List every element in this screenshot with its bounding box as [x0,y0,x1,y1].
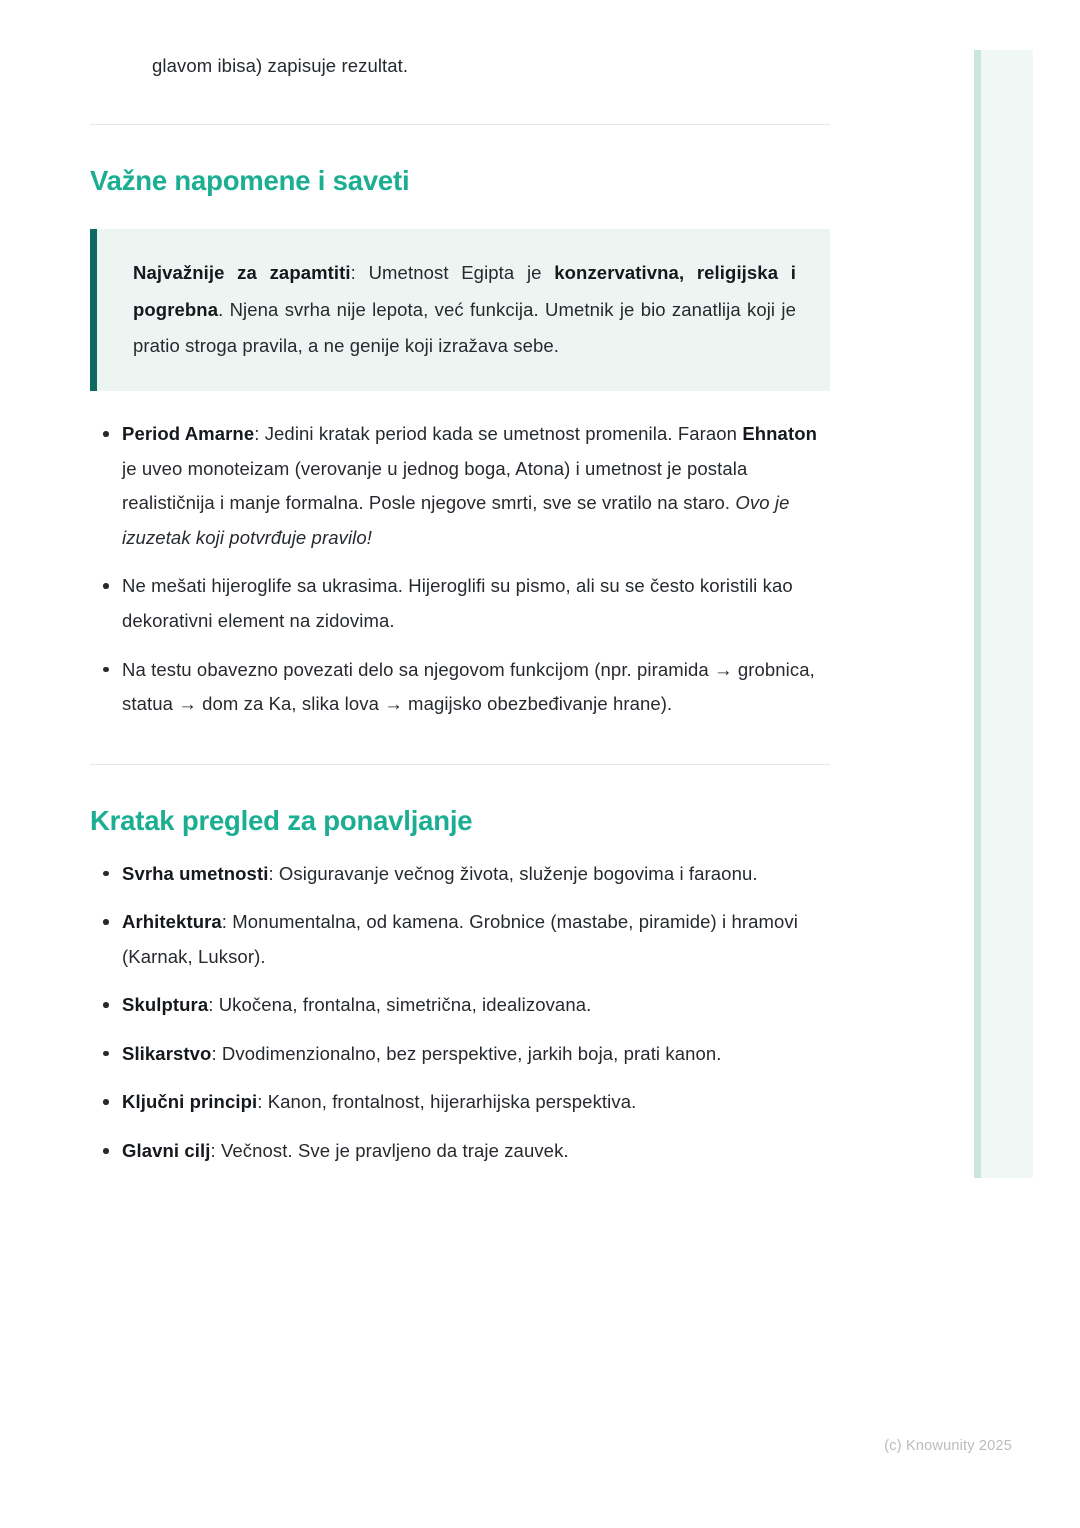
callout-lead-bold: Najvažnije za zapamtiti [133,262,351,284]
bullet-text: : Ukočena, frontalna, simetrična, idealizovana. [208,994,592,1016]
list-item [90,653,832,722]
bullet-text: Na testu obavezno povezati delo sa njegovom funkcijom (npr. piramida → grobnica, statua → dom za Ka, slika lova → magijsko obezbeđivanje hrane). [122,658,815,715]
section-divider-bottom [90,764,830,765]
decorative-side-panel [974,50,1033,1178]
bullet-text: : Jedini kratak period kada se umetnost promenila. Faraon [254,423,743,444]
important-callout [90,229,830,391]
list-item [90,905,832,974]
bullet-bold-lead: Svrha umetnosti [122,862,269,884]
section-heading-vazne-napomene: Važne napomene i saveti [90,165,410,197]
bullet-text: : Kanon, frontalnost, hijerarhijska perspektiva. [257,1091,637,1113]
bullet-bold-inline: Ehnaton [742,423,818,444]
bullet-bold-lead: Period Amarne [122,423,255,444]
callout-text [133,255,796,365]
bullet-italic-note: Ovo je izuzetak koji potvrđuje pravilo! [122,492,790,548]
list-item [90,1085,832,1120]
list-item [90,857,832,892]
bullet-bold-lead: Ključni principi [122,1091,258,1113]
callout-after-lead: : Umetnost Egipta je [350,262,555,284]
list-item [90,1134,832,1169]
list-item [90,988,832,1023]
section-heading-kratak-pregled: Kratak pregled za ponavljanje [90,804,473,836]
callout-rest: . Njena svrha nije lepota, već funkcija. Umetnik je bio zanatlija koji je pratio stroga pravila, a ne genije koji izražava sebe. [133,298,796,357]
continued-paragraph: glavom ibisa) zapisuje rezultat. [152,55,409,76]
list-item [90,1037,832,1072]
callout-bold-2: konzervativna, religijska i pogrebna [133,262,797,320]
summary-bullet-list [90,857,832,1169]
list-item [90,417,832,555]
bullet-text: : Dvodimenzionalno, bez perspektive, jarkih boja, prati kanon. [211,1042,722,1064]
bullet-text-2: je uveo monoteizam (verovanje u jednog boga, Atona) i umetnost je postala realističnija i manje formalna. Posle njegove smrti, sve se vratilo na staro. [122,457,748,514]
page-footer-copyright: (c) Knowunity 2025 [884,1438,1012,1454]
notes-bullet-list [90,417,832,722]
bullet-bold-lead: Skulptura [122,994,209,1016]
bullet-bold-lead: Slikarstvo [122,1042,212,1064]
section-divider-top [90,124,830,125]
bullet-text: : Osiguravanje večnog života, služenje bogovima i faraonu. [268,862,758,884]
bullet-text: : Monumentalna, od kamena. Grobnice (mastabe, piramide) i hramovi (Karnak, Luksor). [122,911,798,967]
document-content [90,0,832,1169]
bullet-text: Ne mešati hijeroglife sa ukrasima. Hijeroglifi su pismo, ali su se često koristili kao dekorativni element na zidovima. [122,575,793,631]
bullet-bold-lead: Arhitektura [122,911,222,933]
list-item [90,569,832,638]
bullet-bold-lead: Glavni cilj [122,1140,211,1162]
bullet-text: : Večnost. Sve je pravljeno da traje zauvek. [210,1140,569,1162]
